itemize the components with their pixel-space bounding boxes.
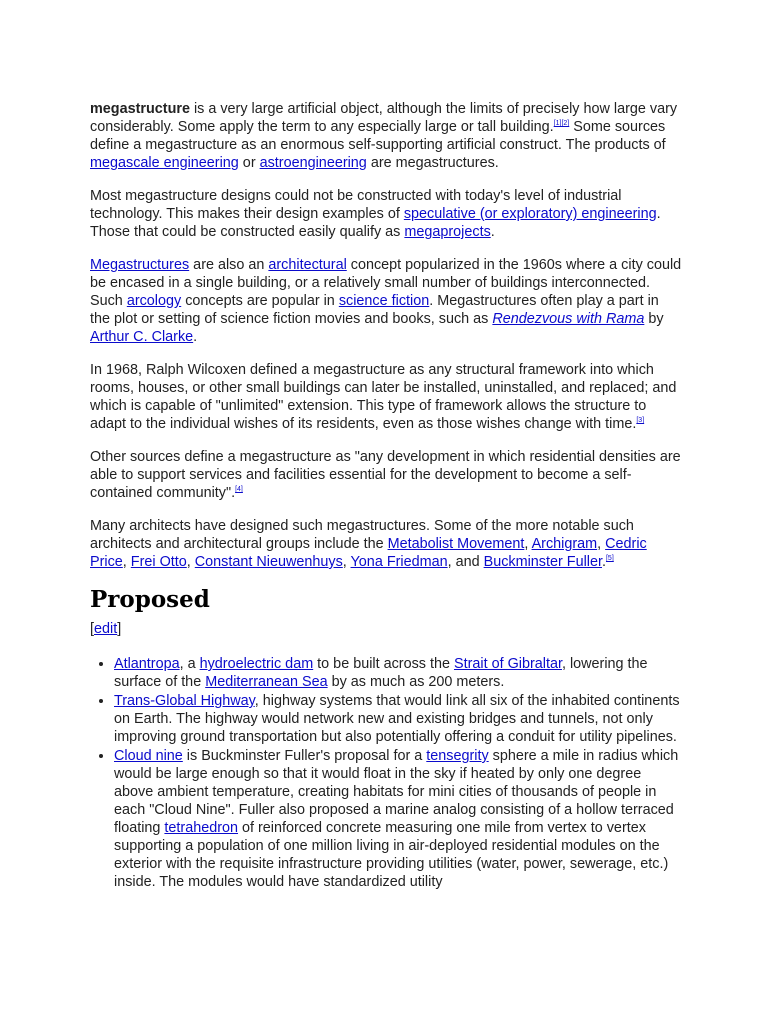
paragraph-2: [90, 187, 682, 241]
citation-link[interactable]: [4]: [235, 486, 243, 494]
separator: , and: [447, 554, 484, 570]
citation: [606, 555, 614, 562]
citation: [235, 486, 243, 493]
link-mediterranean-sea[interactable]: Mediterranean Sea: [205, 674, 328, 690]
link-hydroelectric-dam[interactable]: hydroelectric dam: [199, 656, 314, 672]
section-heading: Proposed: [90, 586, 210, 613]
separator: ,: [342, 554, 351, 570]
text: Some sources define a megastructure as an enormous self-supporting artificial construct. The products of: [90, 119, 666, 153]
text: or: [238, 155, 260, 171]
link-metabolist-movement[interactable]: Metabolist Movement: [387, 536, 525, 552]
link-speculative-engineering[interactable]: speculative (or exploratory) engineering: [403, 206, 657, 222]
citation: [554, 120, 570, 127]
text: of reinforced concrete measuring one mile from vertex to vertex supporting a population of one million living in air-deployed residential modules on the exterior with the requisite infrastructure providing utilities (water, power, sewerage, etc.) inside. The modules would have standardized utility: [114, 820, 669, 890]
text: Other sources define a megastructure as "any development in which residential densities are able to support services and facilities essential for the development to become a self-contained community".: [90, 449, 681, 501]
link-megascale-engineering[interactable]: megascale engineering: [90, 155, 239, 171]
intro-paragraph: [90, 100, 682, 172]
link-rendezvous-with-rama[interactable]: Rendezvous with Rama: [492, 311, 645, 327]
term-bold: megastructure: [90, 101, 190, 117]
link-frei-otto[interactable]: Frei Otto: [130, 554, 187, 570]
text: is a very large artificial object, although the limits of precisely how large vary considerably. Some apply the term to any especially large or tall building.: [90, 101, 678, 135]
list-item: [114, 692, 682, 746]
link-science-fiction[interactable]: science fiction: [338, 293, 430, 309]
list-item: [114, 747, 682, 891]
text: to be built across the: [313, 656, 454, 672]
text: by: [644, 311, 664, 327]
text: concept popularized in the 1960s where a city could be encased in a single building, or a relatively small number of buildings interconnected. Such: [90, 257, 682, 309]
citation-link[interactable]: [3]: [636, 417, 645, 425]
citation: [636, 417, 644, 424]
link-atlantropa[interactable]: Atlantropa: [114, 656, 180, 672]
edit-section: [90, 620, 682, 638]
citation-link[interactable]: [5]: [605, 555, 614, 563]
link-tetrahedron[interactable]: tetrahedron: [164, 820, 239, 836]
paragraph-5: [90, 448, 682, 502]
link-buckminster-fuller[interactable]: Buckminster Fuller: [483, 554, 602, 570]
link-arcology[interactable]: arcology: [126, 293, 182, 309]
link-yona-friedman[interactable]: Yona Friedman: [350, 554, 448, 570]
separator: ,: [524, 536, 532, 552]
text: . Megastructures often play a part in the plot or setting of science fiction movies and books, such as: [90, 293, 659, 327]
link-architectural[interactable]: architectural: [268, 257, 347, 273]
link-archigram[interactable]: Archigram: [531, 536, 598, 552]
separator: .: [601, 554, 606, 570]
text: by as much as 200 meters.: [327, 674, 505, 690]
text: Most megastructure designs could not be constructed with today's level of industrial technology. This makes their design examples of: [90, 188, 622, 222]
link-constant-nieuwenhuys[interactable]: Constant Nieuwenhuys: [194, 554, 343, 570]
link-megaprojects[interactable]: megaprojects: [404, 224, 491, 240]
text: .: [490, 224, 495, 240]
edit-link[interactable]: edit: [94, 621, 118, 637]
link-astroengineering[interactable]: astroengineering: [259, 155, 367, 171]
bracket-close: ]: [117, 621, 122, 637]
paragraph-4: [90, 361, 682, 433]
text: . Those that could be constructed easily qualify as: [90, 206, 661, 240]
list-item: [114, 655, 682, 691]
text: , highway systems that would link all six of the inhabited continents on Earth. The highway would network new and existing bridges and tunnels, not only improving ground transportation but also potentially offering a conduit for utility pipelines.: [114, 693, 680, 745]
text: , lowering the surface of the: [114, 656, 648, 690]
paragraph-3: [90, 256, 682, 346]
text: is Buckminster Fuller's proposal for a: [182, 748, 427, 764]
text: are megastructures.: [366, 155, 499, 171]
separator: ,: [122, 554, 131, 570]
link-trans-global-highway[interactable]: Trans-Global Highway: [114, 693, 255, 709]
paragraph-6: [90, 517, 682, 571]
article-body: [90, 100, 682, 892]
citation-link[interactable]: [1][2]: [553, 120, 570, 128]
text: concepts are popular in: [181, 293, 339, 309]
link-strait-of-gibraltar[interactable]: Strait of Gibraltar: [453, 656, 562, 672]
proposed-list: [90, 655, 682, 891]
text: Many architects have designed such megastructures. Some of the more notable such architects and architectural groups include the: [90, 518, 634, 552]
link-tensegrity[interactable]: tensegrity: [426, 748, 489, 764]
link-arthur-c-clarke[interactable]: Arthur C. Clarke: [90, 329, 194, 345]
text: sphere a mile in radius which would be large enough so that it would float in the sky if heated by only one degree above ambient temperature, creating habitats for mini cities of thousands of people in each "Cloud Nine". Fuller also proposed a marine analog consisting of a hollow terraced floating: [114, 748, 679, 836]
link-cloud-nine[interactable]: Cloud nine: [114, 748, 183, 764]
text: .: [193, 329, 198, 345]
link-megastructures[interactable]: Megastructures: [90, 257, 190, 273]
text: are also an: [189, 257, 269, 273]
text: , a: [179, 656, 200, 672]
link-cedric-price[interactable]: Cedric Price: [90, 536, 647, 570]
separator: ,: [186, 554, 195, 570]
bracket-open: [: [90, 621, 94, 637]
separator: ,: [597, 536, 606, 552]
text: In 1968, Ralph Wilcoxen defined a megastructure as any structural framework into which rooms, houses, or other small buildings can later be installed, uninstalled, and replaced; and which is capable of "unlimited" extension. This type of framework allows the structure to adapt to the individual wishes of its residents, even as those wishes change with time.: [90, 362, 677, 432]
